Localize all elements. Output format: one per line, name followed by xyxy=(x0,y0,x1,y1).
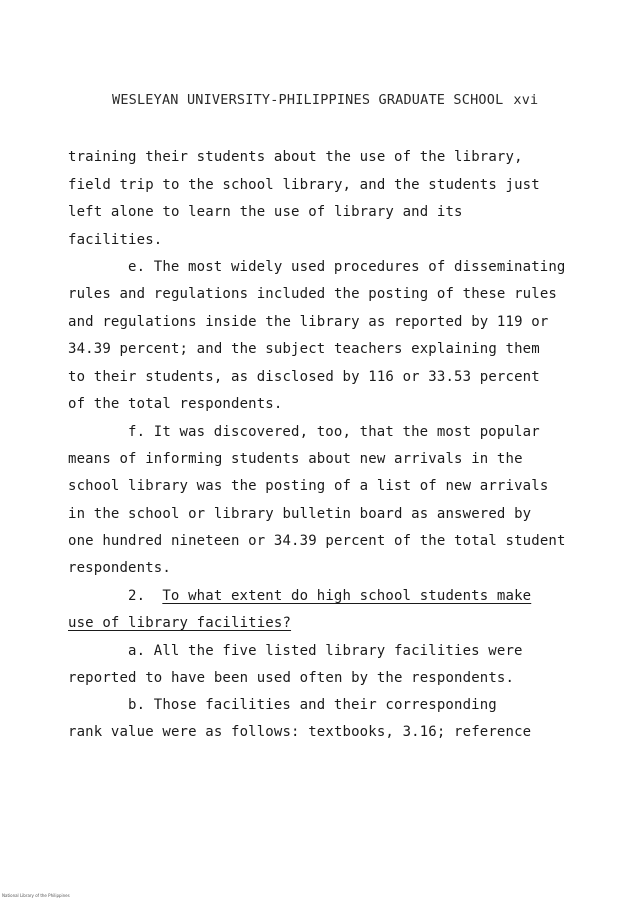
body-line: in the school or library bulletin board as answered by xyxy=(68,506,532,522)
body-line: training their students about the use of the library, xyxy=(68,149,523,165)
body-line: 34.39 percent; and the subject teachers explaining them xyxy=(68,341,540,357)
body-line: facilities. xyxy=(68,232,163,248)
question-text-cont: use of library facilities? xyxy=(68,615,292,631)
body-line: rules and regulations included the posting of these rules xyxy=(68,286,557,302)
body-line: school library was the posting of a list of new arrivals xyxy=(68,478,549,494)
item-e: e. The most widely used procedures of disseminating xyxy=(128,259,566,275)
body-line: left alone to learn the use of library and its xyxy=(68,204,463,220)
question-text: To what extent do high school students make xyxy=(162,588,532,604)
item-a: a. All the five listed library facilities were xyxy=(128,643,523,659)
question-2-continued xyxy=(68,613,291,633)
body-line: to their students, as disclosed by 116 or 33.53 percent xyxy=(68,369,540,385)
body-line: means of informing students about new arrivals in the xyxy=(68,451,523,467)
body-line: one hundred nineteen or 34.39 percent of the total student xyxy=(68,533,566,549)
body-line: respondents. xyxy=(68,560,171,576)
body-line: field trip to the school library, and the students just xyxy=(68,177,540,193)
item-f: f. It was discovered, too, that the most popular xyxy=(128,424,540,440)
body-line: of the total respondents. xyxy=(68,396,283,412)
header-title: WESLEYAN UNIVERSITY-PHILIPPINES GRADUATE SCHOOL xyxy=(112,92,504,108)
body-line: reported to have been used often by the respondents. xyxy=(68,670,515,686)
page-header xyxy=(112,92,538,108)
body-line: and regulations inside the library as reported by 119 or xyxy=(68,314,549,330)
question-number: 2. xyxy=(128,588,146,604)
page-number: xvi xyxy=(513,92,539,108)
body-line: rank value were as follows: textbooks, 3.16; reference xyxy=(68,724,532,740)
question-2 xyxy=(128,586,531,606)
item-b: b. Those facilities and their corresponding xyxy=(128,697,497,713)
footer-credit: National Library of the Philippines xyxy=(2,893,70,898)
